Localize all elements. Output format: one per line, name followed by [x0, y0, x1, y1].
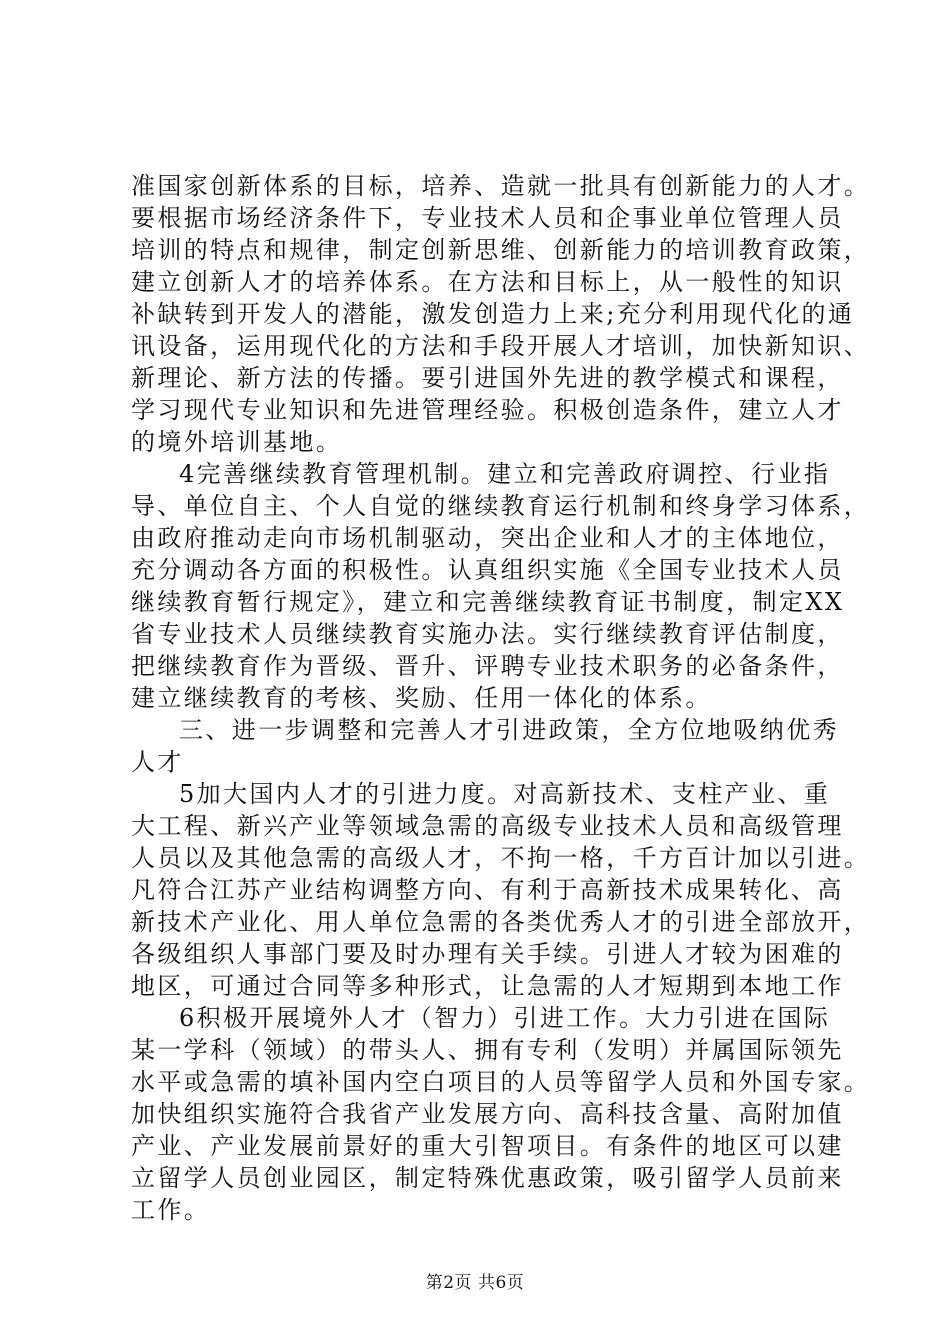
- text-line: 新理论、新方法的传播。要引进国外先进的教学模式和课程，: [131, 364, 844, 392]
- text-line: 工作。: [131, 1196, 211, 1224]
- text-line: 继续教育暂行规定》，建立和完善继续教育证书制度，制定XX: [131, 588, 845, 616]
- text-line: 讯设备，运用现代化的方法和手段开展人才培训，加快新知识、: [131, 332, 871, 360]
- document-body: [131, 170, 871, 1226]
- paragraph-start-line: 5加大国内人才的引进力度。对高新技术、支柱产业、重: [179, 780, 831, 808]
- text-line: 把继续教育作为晋级、晋升、评聘专业技术职务的必备条件，: [131, 652, 844, 680]
- text-line: 补缺转到开发人的潜能，激发创造力上来;充分利用现代化的通: [131, 300, 855, 328]
- text-line: 凡符合江苏产业结构调整方向、有利于高新技术成果转化、高: [131, 876, 844, 904]
- text-line: 产业、产业发展前景好的重大引智项目。有条件的地区可以建: [131, 1132, 844, 1160]
- text-line: 要根据市场经济条件下，专业技术人员和企事业单位管理人员: [131, 204, 844, 232]
- text-line: 某一学科（领域）的带头人、拥有专利（发明）并属国际领先: [131, 1036, 844, 1064]
- text-line: 地区，可通过合同等多种形式，让急需的人才短期到本地工作: [131, 972, 844, 1000]
- text-line: 大工程、新兴产业等领域急需的高级专业技术人员和高级管理: [131, 812, 844, 840]
- text-line: 立留学人员创业园区，制定特殊优惠政策，吸引留学人员前来: [131, 1164, 844, 1192]
- text-line: 新技术产业化、用人单位急需的各类优秀人才的引进全部放开，: [131, 908, 871, 936]
- text-line: 导、单位自主、个人自觉的继续教育运行机制和终身学习体系，: [131, 492, 871, 520]
- text-line: 建立创新人才的培养体系。在方法和目标上，从一般性的知识: [131, 268, 844, 296]
- text-line: 建立继续教育的考核、奖励、任用一体化的体系。: [131, 684, 712, 712]
- text-line: 由政府推动走向市场机制驱动，突出企业和人才的主体地位，: [131, 524, 844, 552]
- page-number-footer: 第2页 共6页: [425, 1273, 525, 1293]
- text-line: 各级组织人事部门要及时办理有关手续。引进人才较为困难的: [131, 940, 844, 968]
- text-line: 加快组织实施符合我省产业发展方向、高科技含量、高附加值: [131, 1100, 844, 1128]
- text-line: 准国家创新体系的目标，培养、造就一批具有创新能力的人才。: [131, 172, 871, 200]
- section-heading-line: 三、进一步调整和完善人才引进政策，全方位地吸纳优秀: [179, 716, 839, 744]
- text-line: 省专业技术人员继续教育实施办法。实行继续教育评估制度，: [131, 620, 844, 648]
- text-line: 人员以及其他急需的高级人才，不拘一格，千方百计加以引进。: [131, 844, 871, 872]
- section-heading-line: 人才: [131, 748, 184, 776]
- text-line: 水平或急需的填补国内空白项目的人员等留学人员和外国专家。: [131, 1068, 871, 1096]
- paragraph-start-line: 6积极开展境外人才（智力）引进工作。大力引进在国际: [179, 1004, 831, 1032]
- text-line: 充分调动各方面的积极性。认真组织实施《全国专业技术人员: [131, 556, 844, 584]
- text-line: 培训的特点和规律，制定创新思维、创新能力的培训教育政策，: [131, 236, 871, 264]
- text-line: 的境外培训基地。: [131, 428, 343, 456]
- paragraph-start-line: 4完善继续教育管理机制。建立和完善政府调控、行业指: [179, 460, 831, 488]
- text-line: 学习现代专业知识和先进管理经验。积极创造条件，建立人才: [131, 396, 844, 424]
